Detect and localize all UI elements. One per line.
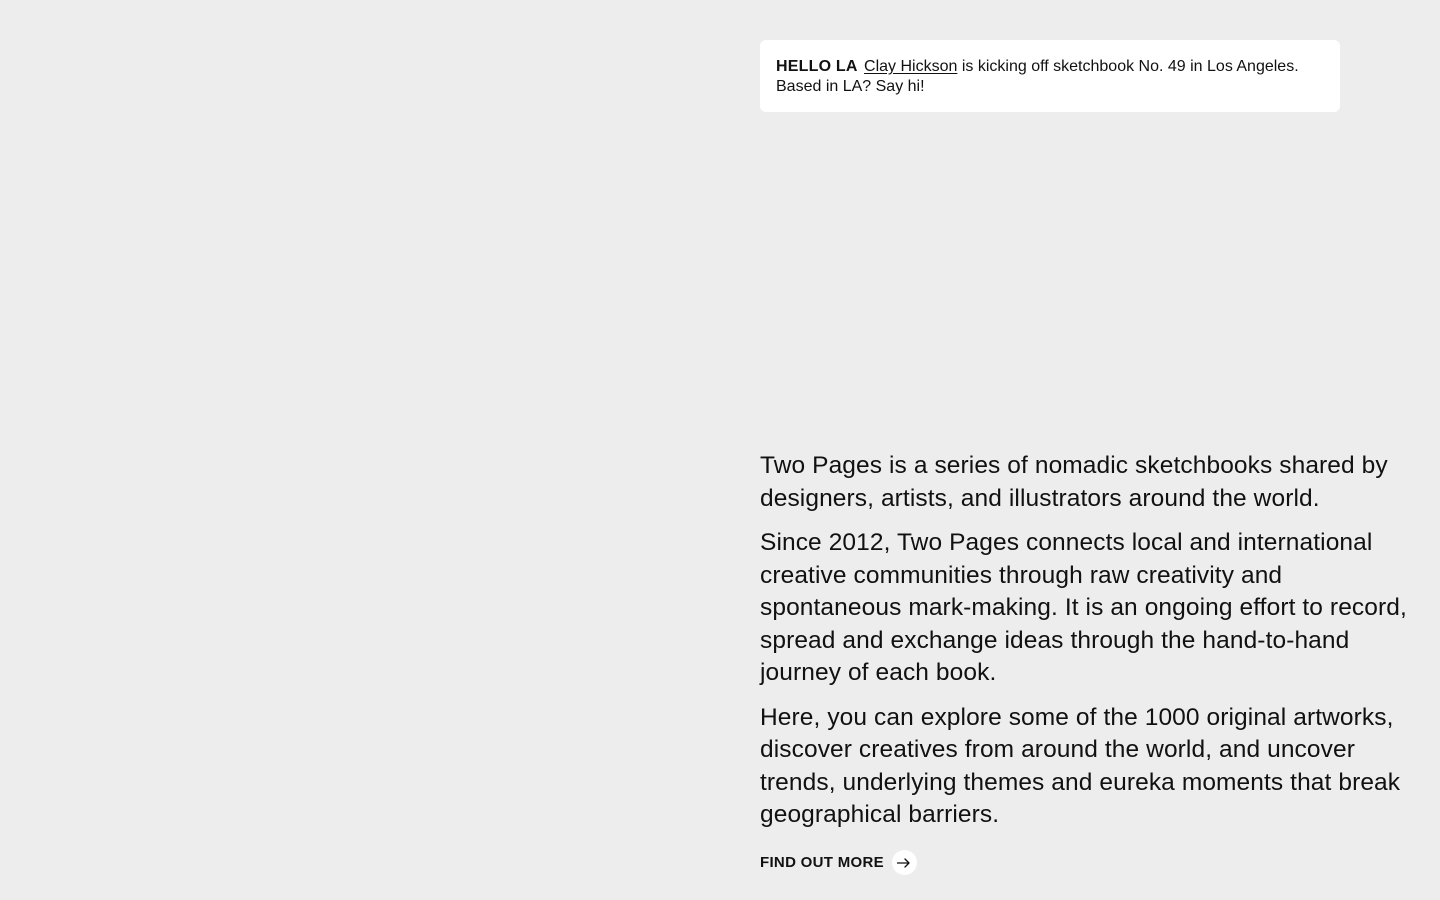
find-out-more-link[interactable] <box>760 850 917 875</box>
artist-link[interactable]: Clay Hickson <box>864 58 958 75</box>
find-out-more-label: FIND OUT MORE <box>760 854 884 871</box>
announcement-banner <box>760 40 1340 112</box>
intro-section <box>760 450 1420 844</box>
announcement-tag: HELLO LA <box>776 58 858 75</box>
announcement-text: is kicking off sketchbook No. 49 in Los Angeles. <box>957 58 1299 75</box>
announcement-second-line: Based in LA? Say hi! <box>776 78 925 95</box>
arrow-right-icon <box>892 850 917 875</box>
intro-paragraph: Since 2012, Two Pages connects local and international creative communities through raw creativity and spontaneous mark-making. It is an ongoing effort to record, spread and exchange ideas through the hand-to-hand journey of each book. <box>760 529 1407 686</box>
intro-paragraph: Here, you can explore some of the 1000 original artworks, discover creatives from around the world, and uncover trends, underlying themes and eureka moments that break geographical barriers. <box>760 703 1401 828</box>
intro-paragraph: Two Pages is a series of nomadic sketchbooks shared by designers, artists, and illustrators around the world. <box>760 452 1388 512</box>
